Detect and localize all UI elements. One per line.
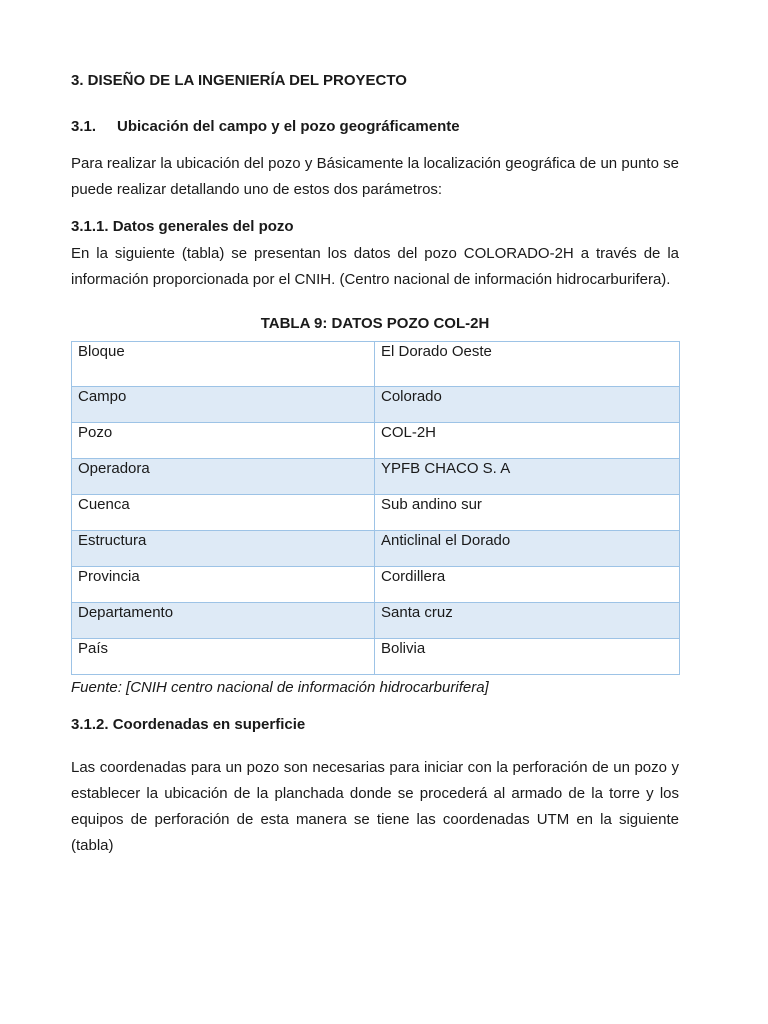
table-row xyxy=(72,531,680,567)
table-cell-value: Sub andino sur xyxy=(375,495,680,531)
table-cell-value: Colorado xyxy=(375,387,680,423)
section-heading-3-1 xyxy=(71,118,460,135)
paragraph-ubicacion: Para realizar la ubicación del pozo y Básicamente la localización geográfica de un punto se puede realizar detallando uno de estos dos parámetros: xyxy=(71,155,679,198)
table-cell-value: Santa cruz xyxy=(375,603,680,639)
table-cell-value: El Dorado Oeste xyxy=(375,342,680,387)
chapter-heading: 3. DISEÑO DE LA INGENIERÍA DEL PROYECTO xyxy=(71,72,407,89)
paragraph-coordenadas: Las coordenadas para un pozo son necesarias para iniciar con la perforación de un pozo y establecer la ubicación de la planchada donde se procederá al armado de la torre y los equipos de perforación de esta manera se tiene las coordenadas UTM en la siguiente (tabla) xyxy=(71,759,679,854)
table-row xyxy=(72,387,680,423)
subsection-heading-3-1-2: 3.1.2. Coordenadas en superficie xyxy=(71,716,306,733)
table-cell-value: YPFB CHACO S. A xyxy=(375,459,680,495)
table-cell-label: Provincia xyxy=(72,567,375,603)
table-cell-label: Estructura xyxy=(72,531,375,567)
paragraph-datos-generales: En la siguiente (tabla) se presentan los datos del pozo COLORADO-2H a través de la información proporcionada por el CNIH. (Centro nacional de información hidrocarburifera). xyxy=(71,245,679,288)
table-row xyxy=(72,495,680,531)
table-cell-label: Campo xyxy=(72,387,375,423)
subsection-heading-3-1-1: 3.1.1. Datos generales del pozo xyxy=(71,218,294,235)
table-row xyxy=(72,423,680,459)
well-data-table xyxy=(71,341,680,675)
section-title: Ubicación del campo y el pozo geográficamente xyxy=(117,118,460,135)
table-row xyxy=(72,639,680,675)
table-cell-value: COL-2H xyxy=(375,423,680,459)
table-cell-label: Pozo xyxy=(72,423,375,459)
table-row xyxy=(72,342,680,387)
table-row xyxy=(72,459,680,495)
table-cell-value: Bolivia xyxy=(375,639,680,675)
table-cell-label: Cuenca xyxy=(72,495,375,531)
table-row xyxy=(72,603,680,639)
table-cell-label: Departamento xyxy=(72,603,375,639)
table-row xyxy=(72,567,680,603)
table-cell-value: Cordillera xyxy=(375,567,680,603)
table-cell-label: País xyxy=(72,639,375,675)
table-cell-label: Operadora xyxy=(72,459,375,495)
table-source: Fuente: [CNIH centro nacional de información hidrocarburifera] xyxy=(71,679,489,696)
table-caption: TABLA 9: DATOS POZO COL-2H xyxy=(260,315,490,332)
table-cell-value: Anticlinal el Dorado xyxy=(375,531,680,567)
section-number: 3.1. xyxy=(71,118,97,135)
table-cell-label: Bloque xyxy=(72,342,375,387)
